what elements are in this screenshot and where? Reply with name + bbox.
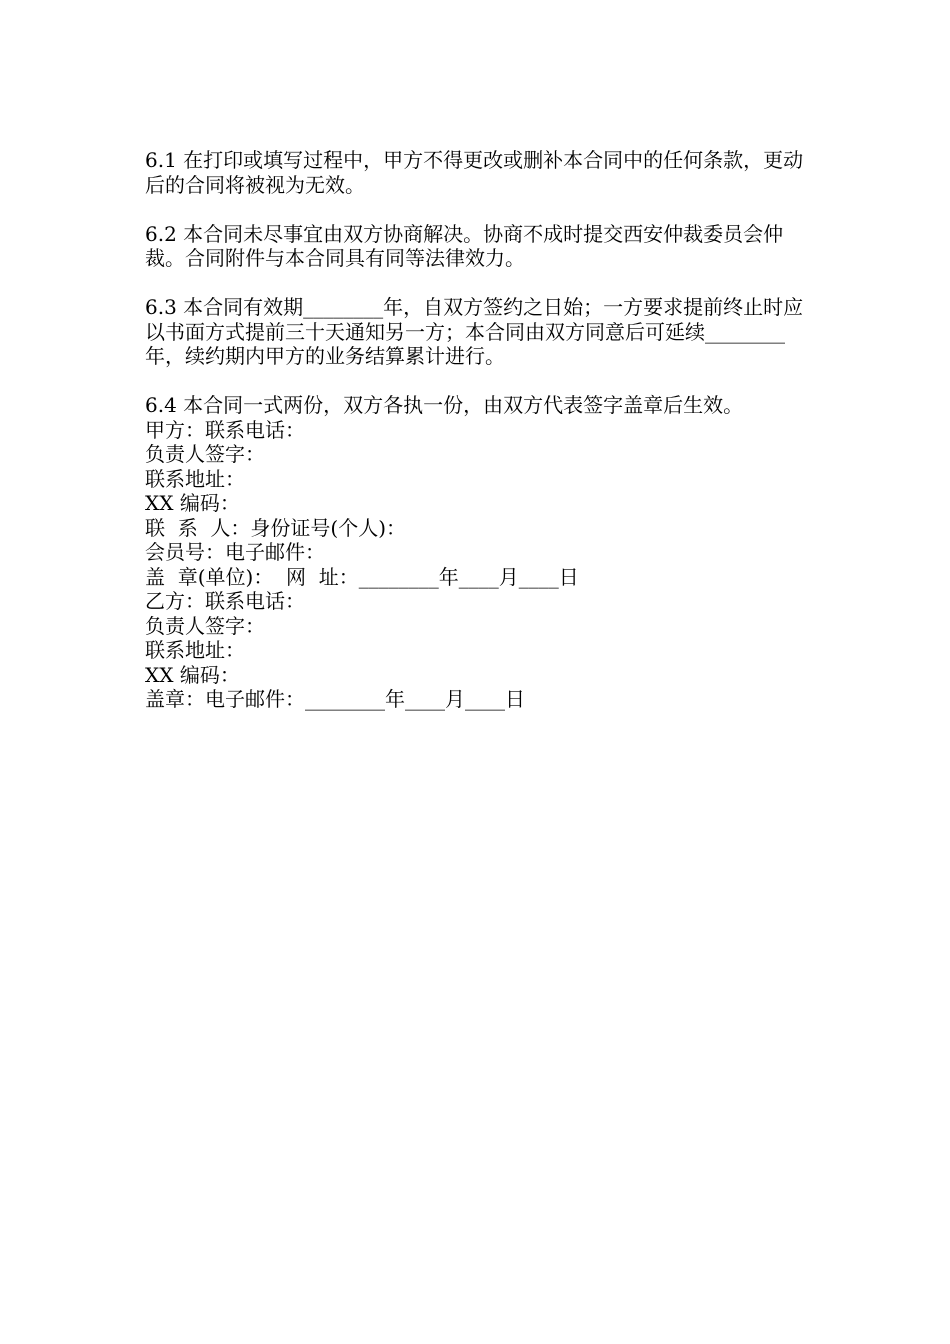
party-b-postcode: XX 编码： — [145, 662, 240, 687]
clause-6-4: 6.4 本合同一式两份，双方各执一份，由双方代表签字盖章后生效。 — [145, 393, 744, 417]
party-a-postcode: XX 编码： — [145, 491, 240, 515]
party-a-signature: 负责人签字： — [145, 442, 265, 466]
party-b-contact-phone: 乙方：联系电话： — [145, 589, 305, 613]
party-a-contact-phone: 甲方：联系电话： — [145, 417, 305, 442]
signature-block — [145, 393, 810, 712]
party-b-seal-email-date: 盖章：电子邮件：________年____月____日 — [145, 687, 525, 711]
party-b-address: 联系地址： — [145, 638, 245, 662]
clause-6-3: 6.3 本合同有效期________年，自双方签约之日始；一方要求提前终止时应以书面方式提前三十天通知另一方；本合同由双方同意后可延续________年，续约期内甲方的业务结算累计进行。 — [145, 295, 804, 368]
party-b-signature: 负责人签字： — [145, 613, 265, 638]
party-a-seal-website-date: 盖 章(单位)： 网 址：________年____月____日 — [145, 564, 579, 589]
clause-6-1: 6.1 在打印或填写过程中，甲方不得更改或删补本合同中的任何条款，更动后的合同将被视为无效。 — [145, 148, 804, 197]
party-a-address: 联系地址： — [145, 466, 245, 491]
clause-6-2: 6.2 本合同未尽事宜由双方协商解决。协商不成时提交西安仲裁委员会仲裁。合同附件与本合同具有同等法律效力。 — [145, 221, 784, 270]
party-a-contact-person: 联 系 人：身份证号(个人)： — [145, 515, 407, 540]
party-a-member-email: 会员号：电子邮件： — [145, 540, 325, 564]
contract-document — [145, 148, 810, 712]
